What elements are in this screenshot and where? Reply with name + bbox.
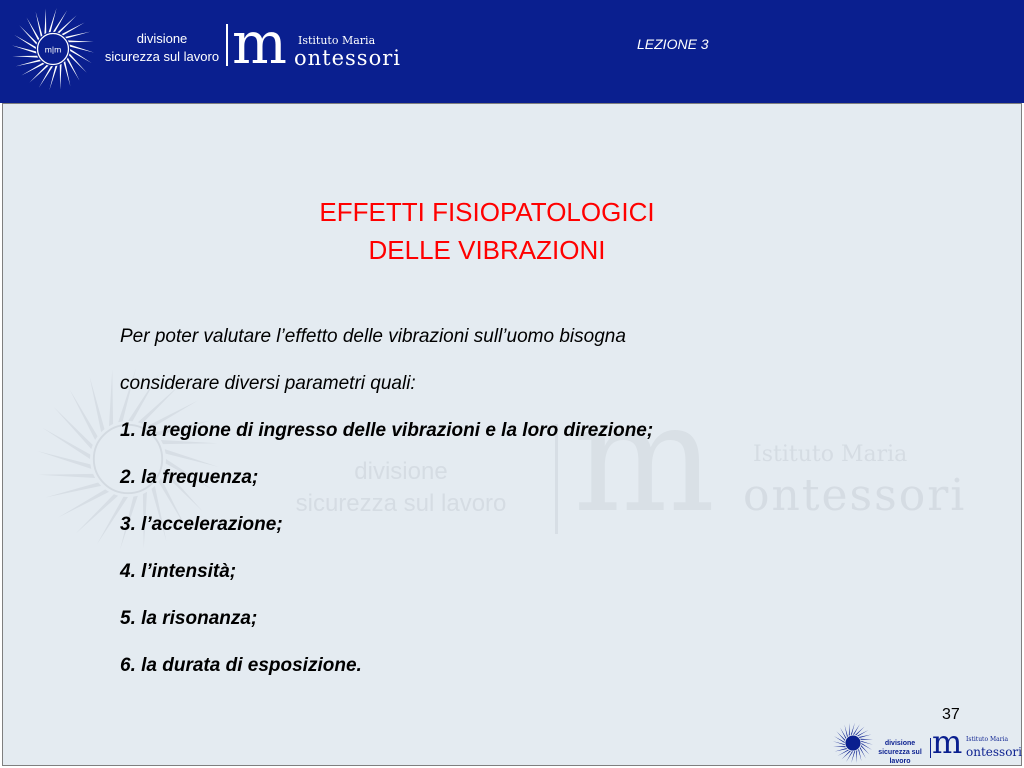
sun-ray [69,389,97,440]
list-item: 2. la frequenza; [120,467,259,488]
sun-ray [29,65,48,83]
sun-ray [860,747,866,758]
sun-ray [844,725,847,737]
sun-ray [64,61,71,86]
list-item: 5. la risonanza; [120,608,258,629]
page-number: 37 [942,706,960,723]
sun-ray [62,22,85,35]
sun-ray [856,750,857,763]
logo-big-m: m [232,9,287,77]
watermark-big-m: m [573,372,716,546]
title-line-1: EFFETTI FISIOPATOLOGICI [319,197,655,227]
sun-ray [16,60,41,67]
list-item: 4. l’intensità; [120,561,237,582]
list-item: 1. la regione di ingresso delle vibrazioni e la loro direzione; [120,420,654,441]
sun-ray [76,494,119,533]
lesson-label: LEZIONE 3 [637,36,709,52]
logo-istituto: Istituto Maria [298,34,376,47]
footer-division-line1: divisione [884,740,916,747]
footer-logo [832,720,1022,766]
sun-ray [57,15,76,33]
watermark-ontessori: ontessori [743,470,967,521]
footer-divider [930,738,931,758]
intro-line-1: Per poter valutare l’effetto delle vibrazioni sull’uomo bisogna [120,326,626,347]
logo-division-line1: divisione [136,31,188,46]
list-item: 6. la durata di esposizione. [120,655,362,676]
footer-big-m: m [932,723,963,761]
sun-ray [21,63,44,76]
sun-ray [12,56,38,58]
footer-division-line2: sicurezza sul lavoro [878,749,922,765]
sun-ray [841,751,850,760]
sun-ray [19,25,37,44]
sun-ray [67,58,80,81]
sun-ray [858,749,861,761]
sun-ray [855,726,864,735]
sun-ray [860,739,873,740]
slide-title [232,193,742,269]
footer-division-text [872,739,928,766]
sun-ray [835,748,847,751]
footer-istituto: Istituto Maria [966,736,1009,743]
watermark-istituto: Istituto Maria [753,442,908,467]
sun-ray [836,731,845,740]
sun-ray [53,407,92,450]
sun-ray [58,489,109,517]
sun-ray [26,17,39,40]
sun-ray [60,64,62,90]
sun-ray [69,53,87,72]
sun-ray [861,745,870,754]
sun-ray [68,40,94,42]
intro-line-2: considerare diversi parametri quali: [120,373,416,394]
title-line-2: DELLE VIBRAZIONI [368,235,606,265]
sun-ray [840,728,846,739]
sun-ray [838,750,849,756]
sun-ray [90,376,105,432]
sun-ray [44,8,46,34]
sun-ray [857,730,868,736]
sun-ray [859,734,871,737]
sun-ray [109,369,113,426]
list-item: 3. l’accelerazione; [120,514,283,535]
sun-ray [38,474,95,478]
sun-ray [849,723,850,736]
sun-ray [45,482,101,497]
sun-ray [36,12,43,37]
footer-ontessori: ontessori [966,745,1022,759]
watermark-division-line1: divisione [354,458,448,485]
sun-ray [833,746,846,747]
logo-ontessori: ontessori [294,46,401,70]
logo-divider [226,24,228,66]
slide-body [120,318,880,694]
logo-badge: m|m [44,44,62,55]
sun-ray [65,32,90,39]
header-bar [0,0,1024,103]
footer-sun-icon [832,722,874,764]
logo-division-line2: sicurezza sul lavoro [104,49,220,64]
watermark-division-line2: sicurezza sul lavoro [295,490,507,517]
sun-logo-icon [10,6,96,92]
logo-division-text [100,30,224,66]
